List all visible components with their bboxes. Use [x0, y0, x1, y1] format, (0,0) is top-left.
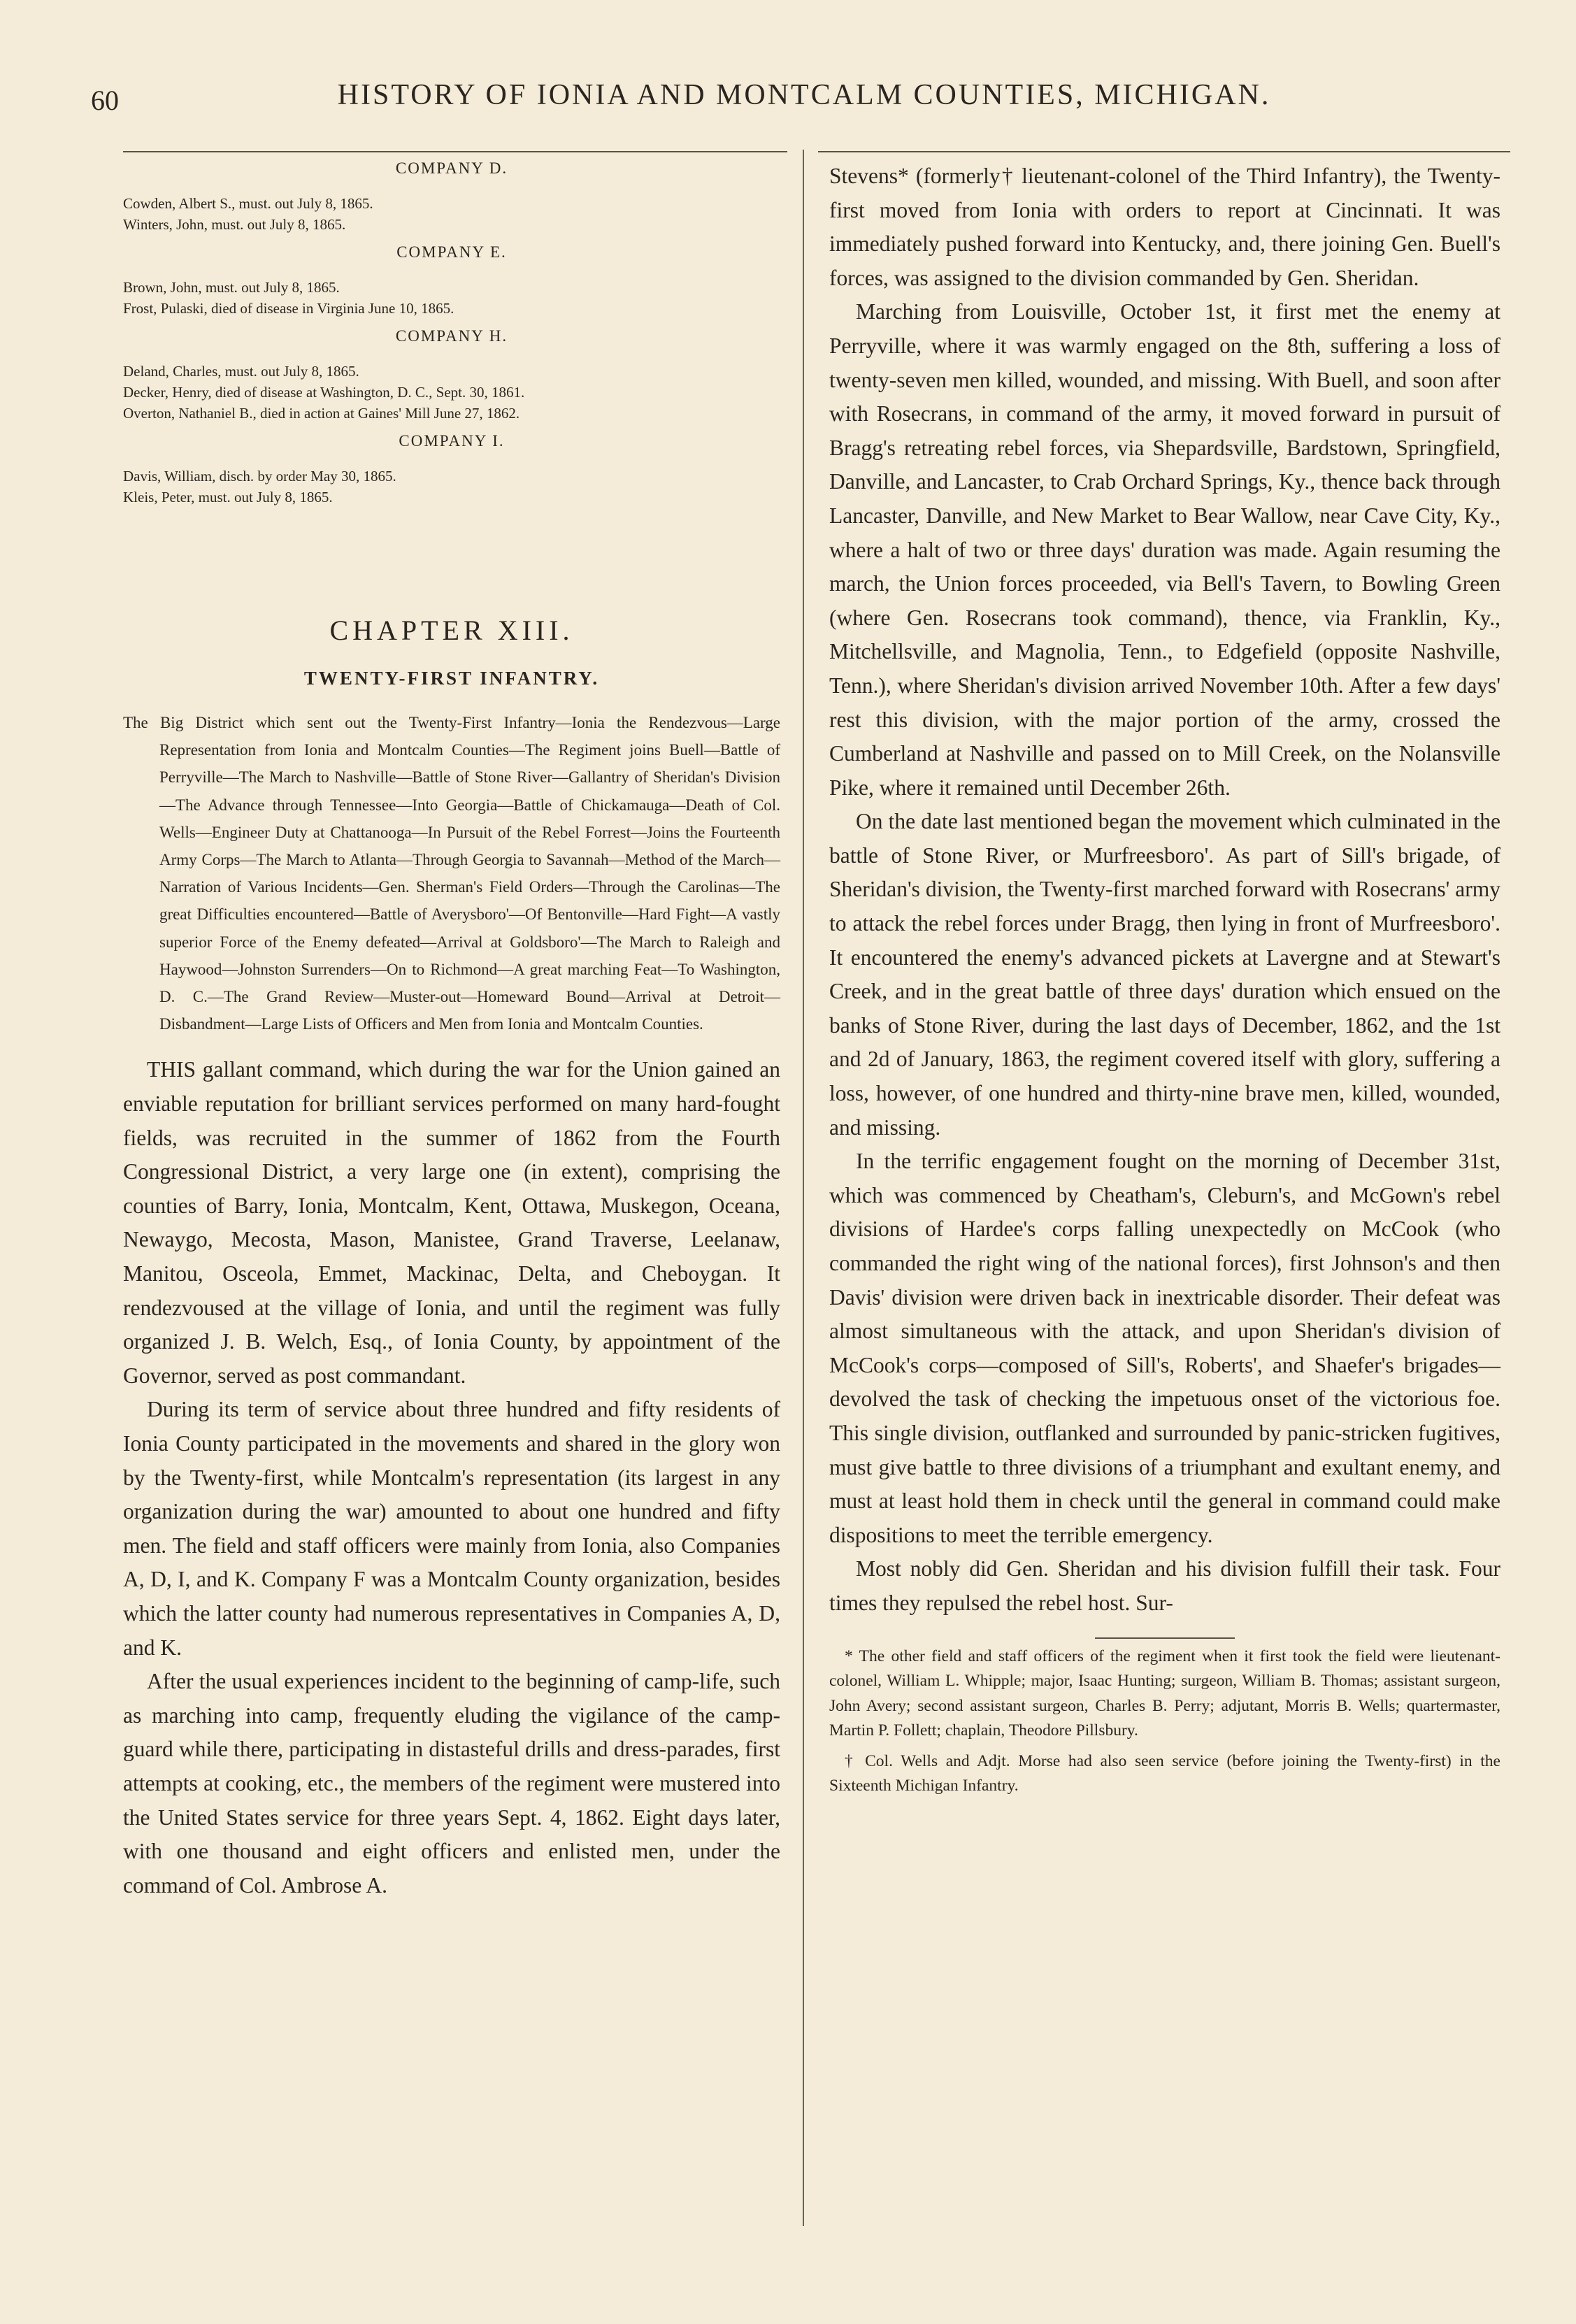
roster-company-h [123, 327, 780, 424]
left-column [123, 159, 780, 1902]
company-title: COMPANY D. [395, 159, 508, 177]
column-divider [803, 150, 804, 2226]
roster-entry: Deland, Charles, must. out July 8, 1865. [123, 363, 359, 380]
chapter-subtitle: TWENTY-FIRST INFANTRY. [303, 668, 600, 689]
chapter-synopsis: The Big District which sent out the Twenty-First Infantry—Ionia the Rendezvous—Large Representation from Ionia and Montcalm Counties—The Regiment joins Buell—Battle of Perryville—The March to Nashville—Battle of Stone River—Gallantry of Sheridan's Division—The Advance through Tennessee—Into Georgia—Battle of Chickamauga—Death of Col. Wells—Engineer Duty at Chattanooga—In Pursuit of the Rebel Forrest—Joins the Fourteenth Army Corps—The March to Atlanta—Through Georgia to Savannah—Method of the March—Narration of Various Incidents—Gen. Sherman's Field Orders—Through the Carolinas—The great Difficulties encountered—Battle of Averysboro'—Of Bentonville—Hard Fight—A vastly superior Force of the Enemy defeated—Arrival at Goldsboro'—The March to Raleigh and Haywood—Johnston Surrenders—On to Richmond—A great marching Feat—To Washington, D. C.—The Grand Review—Muster-out—Homeward Bound—Arrival at Detroit—Disbandment—Large Lists of Officers and Men from Ionia and Montcalm Counties. [123, 714, 780, 1033]
page-header [84, 78, 1524, 120]
footnote: † Col. Wells and Adjt. Morse had also seen service (before joining the Twenty-first) in the Sixteenth Michigan Infantry. [829, 1751, 1500, 1795]
roster-entry: Cowden, Albert S., must. out July 8, 1865. [123, 195, 373, 212]
page-number: 60 [91, 85, 119, 116]
footnote-rule [1095, 1637, 1235, 1639]
roster-entry: Frost, Pulaski, died of disease in Virginia June 10, 1865. [123, 300, 454, 317]
footnote: * The other field and staff officers of the regiment when it first took the field were lieutenant-colonel, William L. Whipple; major, Isaac Hunting; surgeon, William B. Thomas; assistant surgeon, John Avery; second assistant surgeon, Charles B. Perry; adjutant, Morris B. Wells; quartermaster, Martin P. Follett; chaplain, Theodore Pillsbury. [829, 1647, 1500, 1740]
body-paragraph: THIS gallant command, which during the war for the Union gained an enviable reputation for brilliant services performed on many hard-fought fields, was recruited in the summer of 1862 from the Fourth Congressional District, a very large one (in extent), comprising the counties of Barry, Ionia, Montcalm, Kent, Ottawa, Muskegon, Oceana, Newaygo, Mecosta, Mason, Manistee, Grand Traverse, Leelanaw, Manitou, Osceola, Emmet, Mackinac, Delta, and Cheboygan. It rendezvoused at the village of Ionia, and until the regiment was fully organized J. B. Welch, Esq., of Ionia County, by appointment of the Governor, served as post commandant. [123, 1057, 780, 1388]
roster-entry: Overton, Nathaniel B., died in action at Gaines' Mill June 27, 1862. [123, 405, 520, 422]
body-paragraph: In the terrific engagement fought on the morning of December 31st, which was commenced by Cheatham's, Cleburn's, and McGown's rebel divisions of Hardee's corps falling unexpectedly on McCook (who commanded the right wing of the national forces), first Johnson's and then Davis' division were driven back in inextricable disorder. Their defeat was almost simultaneous with the attack, and upon Sheridan's division of McCook's corps—composed of Sill's, Roberts', and Shaefer's brigades—devolved the task of checking the impetuous onset of the victorious foe. This single division, outflanked and surrounded by panic-stricken fugitives, must give battle to three divisions of a triumphant and exultant enemy, and must at least hold them in check until the general in command could make dispositions to meet the terrible emergency. [829, 1149, 1500, 1547]
roster-company-d [123, 159, 780, 235]
right-column [829, 159, 1500, 1799]
body-paragraph: During its term of service about three hundred and fifty residents of Ionia County participated in the movements and shared in the glory won by the Twenty-first, while Montcalm's representation (its largest in any organization during the war) amounted to about one hundred and fifty men. The field and staff officers were mainly from Ionia, also Companies A, D, I, and K. Company F was a Montcalm County organization, besides which the latter county had numerous representatives in Companies A, D, and K. [123, 1397, 780, 1660]
body-paragraph: On the date last mentioned began the movement which culminated in the battle of Stone River, or Murfreesboro'. As part of Sill's brigade, of Sheridan's division, the Twenty-first marched forward with Rosecrans' army to attack the rebel forces under Bragg, then lying in front of Murfreesboro'. It encountered the enemy's advanced pickets at Lavergne and at Stewart's Creek, and in the great battle of three days' duration which ensued on the banks of Stone River, during the last days of December, 1862, and the 1st and 2d of January, 1863, the regiment covered itself with glory, suffering a loss, however, of one hundred and thirty-nine brave men, killed, wounded, and missing. [829, 809, 1500, 1140]
header-rule-right [818, 151, 1510, 152]
header-rule-left [123, 151, 787, 152]
company-title: COMPANY E. [396, 243, 507, 261]
company-title: COMPANY I. [399, 432, 505, 450]
company-title: COMPANY H. [395, 327, 508, 345]
roster-entry: Winters, John, must. out July 8, 1865. [123, 216, 346, 233]
roster-company-i [123, 432, 780, 508]
running-title: HISTORY OF IONIA AND MONTCALM COUNTIES, MICHIGAN. [337, 79, 1271, 111]
chapter-title: CHAPTER XIII. [329, 615, 574, 646]
roster-entry: Decker, Henry, died of disease at Washington, D. C., Sept. 30, 1861. [123, 384, 525, 401]
body-paragraph: Marching from Louisville, October 1st, it first met the enemy at Perryville, where it was warmly engaged on the 8th, suffering a loss of twenty-seven men killed, wounded, and missing. With Buell, and soon after with Rosecrans, in command of the army, it moved forward in pursuit of Bragg's retreating rebel forces, via Shepardsville, Bardstown, Springfield, Danville, and Lancaster, to Crab Orchard Springs, Ky., thence back through Lancaster, Danville, and New Market to Bear Wallow, near Cave City, Ky., where a halt of two or three days' duration was made. Again resuming the march, the Union forces proceeded, via Bell's Tavern, to Bowling Green (where Gen. Rosecrans took command), thence, via Franklin, Ky., Mitchellsville, and Magnolia, Tenn., to Edgefield (opposite Nashville, Tenn.), where Sheridan's division arrived November 10th. After a few days' rest this division, with the major portion of the army, crossed the Cumberland at Nashville and passed on to Mill Creek, on the Nolansville Pike, where it remained until December 26th. [829, 299, 1500, 800]
body-paragraph: After the usual experiences incident to the beginning of camp-life, such as marching into camp, frequently eluding the vigilance of the camp-guard while there, participating in distasteful drills and dress-parades, first attempts at cooking, etc., the members of the regiment were mustered into the United States service for three years Sept. 4, 1862. Eight days later, with one thousand and eight officers and enlisted men, under the command of Col. Ambrose A. [123, 1669, 780, 1898]
roster-entry: Davis, William, disch. by order May 30, 1865. [123, 468, 396, 485]
roster-company-e [123, 243, 780, 319]
roster-entry: Kleis, Peter, must. out July 8, 1865. [123, 489, 333, 505]
roster-entry: Brown, John, must. out July 8, 1865. [123, 279, 340, 296]
body-paragraph: Most nobly did Gen. Sheridan and his division fulfill their task. Four times they repulsed the rebel host. Sur- [829, 1556, 1500, 1615]
body-paragraph: Stevens* (formerly† lieutenant-colonel of the Third Infantry), the Twenty-first moved from Ionia with orders to report at Cincinnati. It was immediately pushed forward into Kentucky, and, there joining Gen. Buell's forces, was assigned to the division commanded by Gen. Sheridan. [829, 164, 1500, 290]
